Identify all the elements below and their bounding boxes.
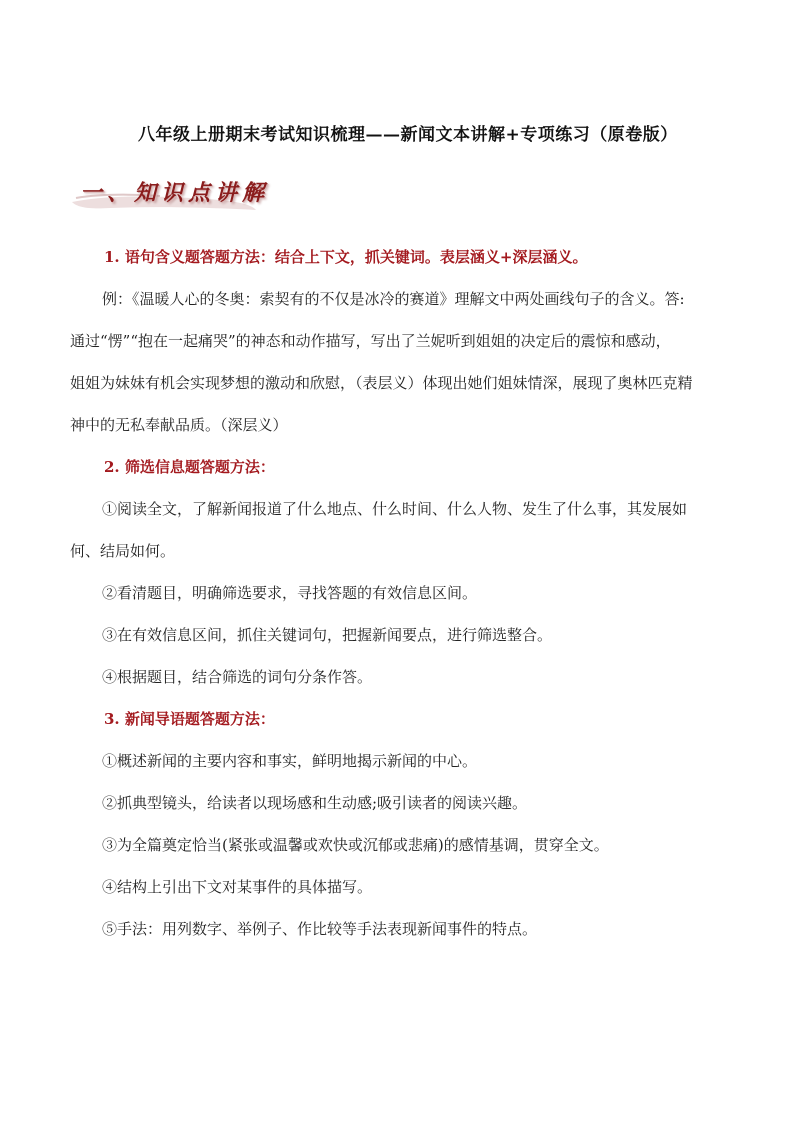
section-heading: 1. 语句含义题答题方法：结合上下文，抓关键词。表层涵义+深层涵义。	[104, 248, 588, 266]
section-1	[70, 236, 724, 446]
list-item: ②看清题目，明确筛选要求，寻找答题的有效信息区间。	[102, 584, 478, 602]
list-item: ④结构上引出下文对某事件的具体描写。	[102, 878, 373, 896]
section-banner-title: 一、知识点讲解	[80, 180, 270, 206]
list-item: ⑤手法：用列数字、举例子、作比较等手法表现新闻事件的特点。	[102, 920, 538, 938]
section-2	[70, 446, 724, 698]
list-item: 何、结局如何。	[70, 542, 176, 560]
list-item: ③为全篇奠定恰当(紧张或温馨或欢快或沉郁或悲痛)的感情基调，贯穿全文。	[102, 836, 609, 854]
section-banner	[70, 172, 270, 216]
list-item: ①概述新闻的主要内容和事实，鲜明地揭示新闻的中心。	[102, 752, 478, 770]
section-heading: 3. 新闻导语题答题方法：	[104, 710, 275, 728]
section-heading: 2. 筛选信息题答题方法：	[104, 458, 275, 476]
list-item: ①阅读全文，了解新闻报道了什么地点、什么时间、什么人物、发生了什么事，其发展如	[102, 500, 688, 518]
text-line: 例：《温暖人心的冬奥：索契有的不仅是冰冷的赛道》理解文中两处画线句子的含义。答:	[102, 290, 685, 308]
section-3	[104, 698, 724, 950]
list-item: ④根据题目，结合筛选的词句分条作答。	[102, 668, 373, 686]
text-line: 神中的无私奉献品质。（深层义）	[70, 416, 288, 434]
text-line: 通过“愣”“抱在一起痛哭”的神态和动作描写，写出了兰妮听到姐姐的决定后的震惊和感动，	[70, 332, 671, 350]
list-item: ②抓典型镜头，给读者以现场感和生动感;吸引读者的阅读兴趣。	[102, 794, 528, 812]
list-item: ③在有效信息区间，抓住关键词句，把握新闻要点，进行筛选整合。	[102, 626, 553, 644]
section-body	[70, 278, 724, 446]
section-body	[70, 488, 724, 698]
section-body	[104, 740, 724, 950]
text-line: 姐姐为妹妹有机会实现梦想的激动和欣慰，（表层义）体现出她们姐妹情深，展现了奥林匹克精	[70, 374, 693, 392]
document-title: 八年级上册期末考试知识梳理——新闻文本讲解+专项练习（原卷版）	[138, 125, 678, 145]
